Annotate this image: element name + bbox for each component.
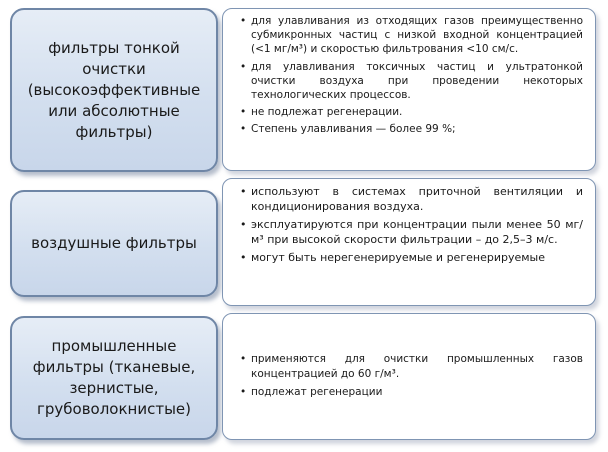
fine-filters-bullet-4: • Степень улавливания — более 99 %;	[251, 122, 583, 136]
fine-filters-box	[10, 8, 218, 172]
air-filters-bullet-list	[251, 184, 583, 265]
fine-filters-bullet-2: • для улавливания токсичных частиц и ультратонкой очистки воздуха при проведении некоторых технологических процессов.	[251, 60, 583, 103]
air-filters-title: воздушные фильтры	[31, 234, 197, 252]
fine-filters-description	[222, 8, 596, 171]
air-filters-bullet-1: • используют в системах приточной вентиляции и кондиционирования воздуха.	[251, 184, 583, 214]
industrial-filters-title: промышленные фильтры (тканевые, зернистые, грубоволокнистые)	[32, 337, 196, 418]
industrial-filters-box	[10, 316, 218, 440]
fine-filters-bullet-1: • для улавливания из отходящих газов преимущественно субмикронных частиц с низкой входной концентрацией (<1 мг/м³) и скоростью фильтрования <10 см/с.	[251, 14, 583, 57]
industrial-filters-bullet-list	[251, 352, 583, 403]
fine-filters-bullet-list	[251, 14, 583, 137]
fine-filters-bullet-3: • не подлежат регенерации.	[251, 105, 583, 119]
air-filters-description	[222, 178, 596, 306]
fine-filters-title: фильтры тонкой очистки (высокоэффективные или абсолютные фильтры)	[27, 38, 201, 141]
air-filters-bullet-3: • могут быть нерегенерируемые и регенерируемые	[251, 250, 583, 265]
industrial-filters-bullet-1: • применяются для очистки промышленных газов концентрацией до 60 г/м³.	[251, 352, 583, 382]
air-filters-box	[10, 190, 218, 297]
industrial-filters-description	[222, 313, 596, 440]
air-filters-bullet-2: • эксплуатируются при концентрации пыли менее 50 мг/м³ при высокой скорости фильтрации – до 2,5–3 м/с.	[251, 217, 583, 247]
industrial-filters-bullet-2: • подлежат регенерации	[251, 385, 583, 400]
